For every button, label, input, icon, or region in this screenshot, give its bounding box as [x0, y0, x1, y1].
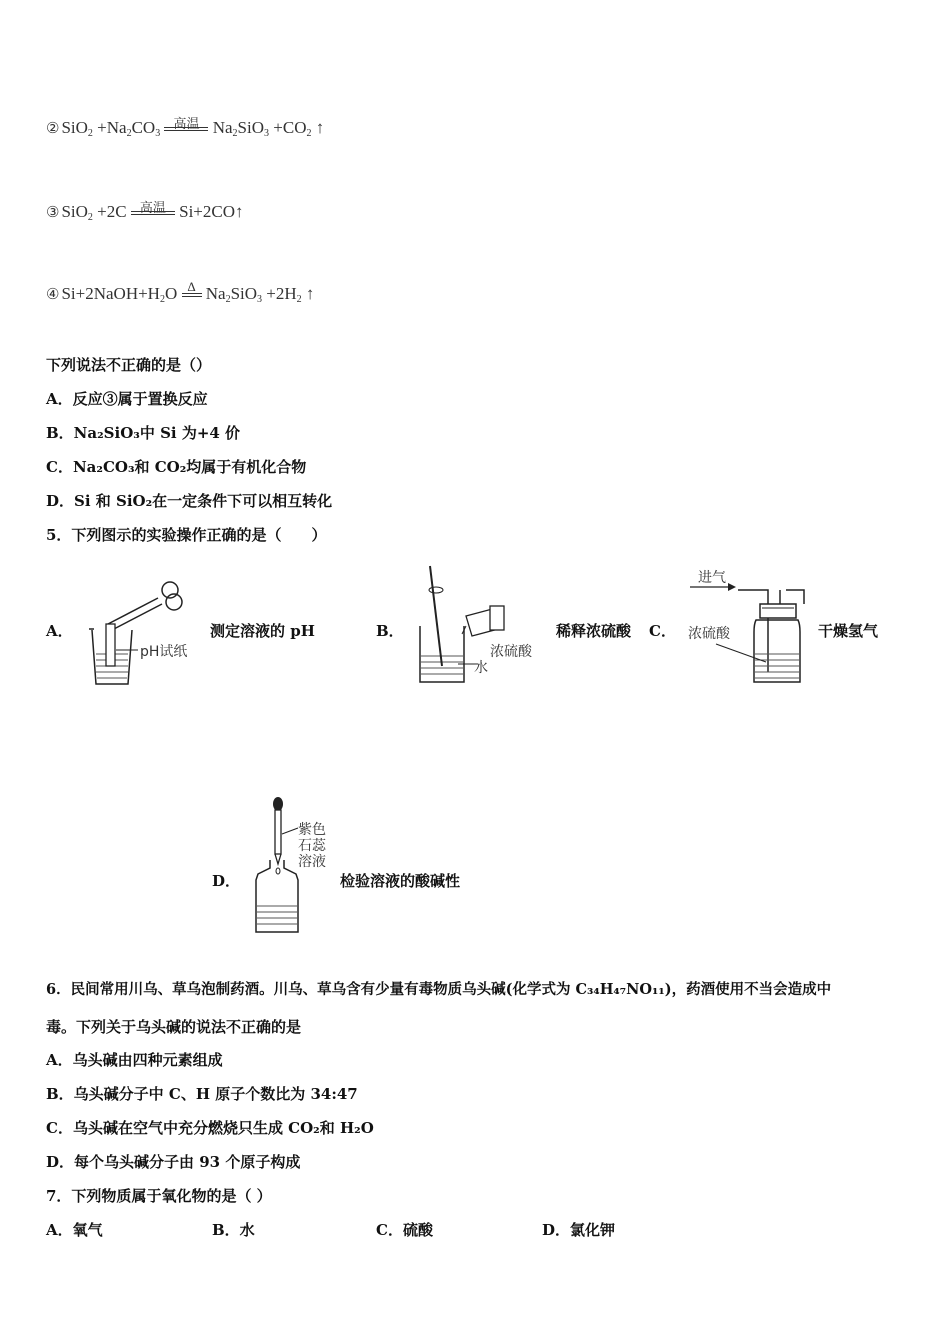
q7-stem: 7．下列物质属于氧化物的是（ ） — [46, 1187, 272, 1205]
equation-4: ④ $Si+2NaOH+H_2O$ Δ $Na_2SiO_3 +2H_2$ ↑ — [46, 279, 315, 305]
q6-option-a: A．乌头碱由四种元素组成 — [46, 1051, 223, 1069]
q6-option-c: C．乌头碱在空气中充分燃烧只生成 CO₂和 H₂O — [46, 1119, 374, 1137]
ph-paper-label: pH试纸 — [140, 644, 188, 660]
litmus-test-figure — [248, 794, 340, 936]
q6-option-d: D．每个乌头碱分子由 93 个原子构成 — [46, 1153, 301, 1171]
equation-2: ② $SiO_2 +Na_2CO_3$ 高温 $Na_2SiO_3 +CO_2$ ↑ — [46, 118, 324, 139]
q4-option-a: A．反应③属于置换反应 — [46, 390, 208, 408]
q5-option-b-letter: B． — [376, 622, 404, 640]
q5-option-c-text: 干燥氢气 — [818, 622, 879, 640]
gas-drying-figure — [686, 562, 816, 690]
ph-test-figure — [86, 576, 211, 688]
litmus-label-line2: 石蕊 — [298, 838, 326, 854]
q7-option-c: C．硫酸 — [376, 1221, 433, 1239]
reaction-condition: 高温 — [173, 116, 200, 131]
q5-option-d-letter: D． — [212, 872, 241, 890]
q5-option-c-letter: C． — [649, 622, 676, 640]
acid-label: 浓硫酸 — [490, 644, 532, 660]
q7-option-d: D．氯化钾 — [542, 1221, 616, 1239]
sulfuric-acid-label: 浓硫酸 — [688, 626, 730, 642]
reaction-condition: Δ — [187, 279, 196, 294]
q5-option-a-letter: A． — [46, 622, 73, 640]
litmus-label-line1: 紫色 — [298, 822, 326, 838]
q5-option-b-text: 稀释浓硫酸 — [556, 622, 632, 640]
q5-option-d-text: 检验溶液的酸碱性 — [340, 872, 461, 890]
equation-number: ② — [46, 121, 60, 137]
q5-stem: 5．下列图示的实验操作正确的是（ ） — [46, 526, 327, 544]
q4-option-c: C．Na₂CO₃和 CO₂均属于有机化合物 — [46, 458, 307, 476]
reaction-condition: 高温 — [139, 200, 166, 215]
q4-option-d: D．Si 和 SiO₂在一定条件下可以相互转化 — [46, 492, 333, 510]
equation-number: ③ — [46, 205, 60, 221]
equation-number: ④ — [46, 287, 60, 303]
dilute-acid-figure — [412, 564, 552, 686]
q4-stem: 下列说法不正确的是（） — [46, 356, 212, 374]
q6-option-b: B．乌头碱分子中 C、H 原子个数比为 34:47 — [46, 1085, 358, 1103]
water-label: 水 — [474, 660, 488, 676]
q6-stem-line2: 毒。下列关于乌头碱的说法不正确的是 — [46, 1018, 302, 1036]
equation-3: ③ SiO$_2$ +2C 高温 Si+2CO↑ — [46, 202, 244, 223]
q7-option-a: A．氧气 — [46, 1221, 103, 1239]
q6-stem-line1: 6．民间常用川乌、草乌泡制药酒。川乌、草乌含有少量有毒物质乌头碱(化学式为 C₃₄H₄₇NO₁₁)，药酒使用不当会造成中 — [46, 981, 832, 998]
q5-option-a-text: 测定溶液的 pH — [210, 622, 315, 640]
q4-option-b: B．Na₂SiO₃中 Si 为+4 价 — [46, 424, 241, 442]
gas-in-label: 进气 — [698, 570, 726, 586]
litmus-label-line3: 溶液 — [298, 854, 326, 870]
q7-option-b: B．水 — [212, 1221, 255, 1239]
